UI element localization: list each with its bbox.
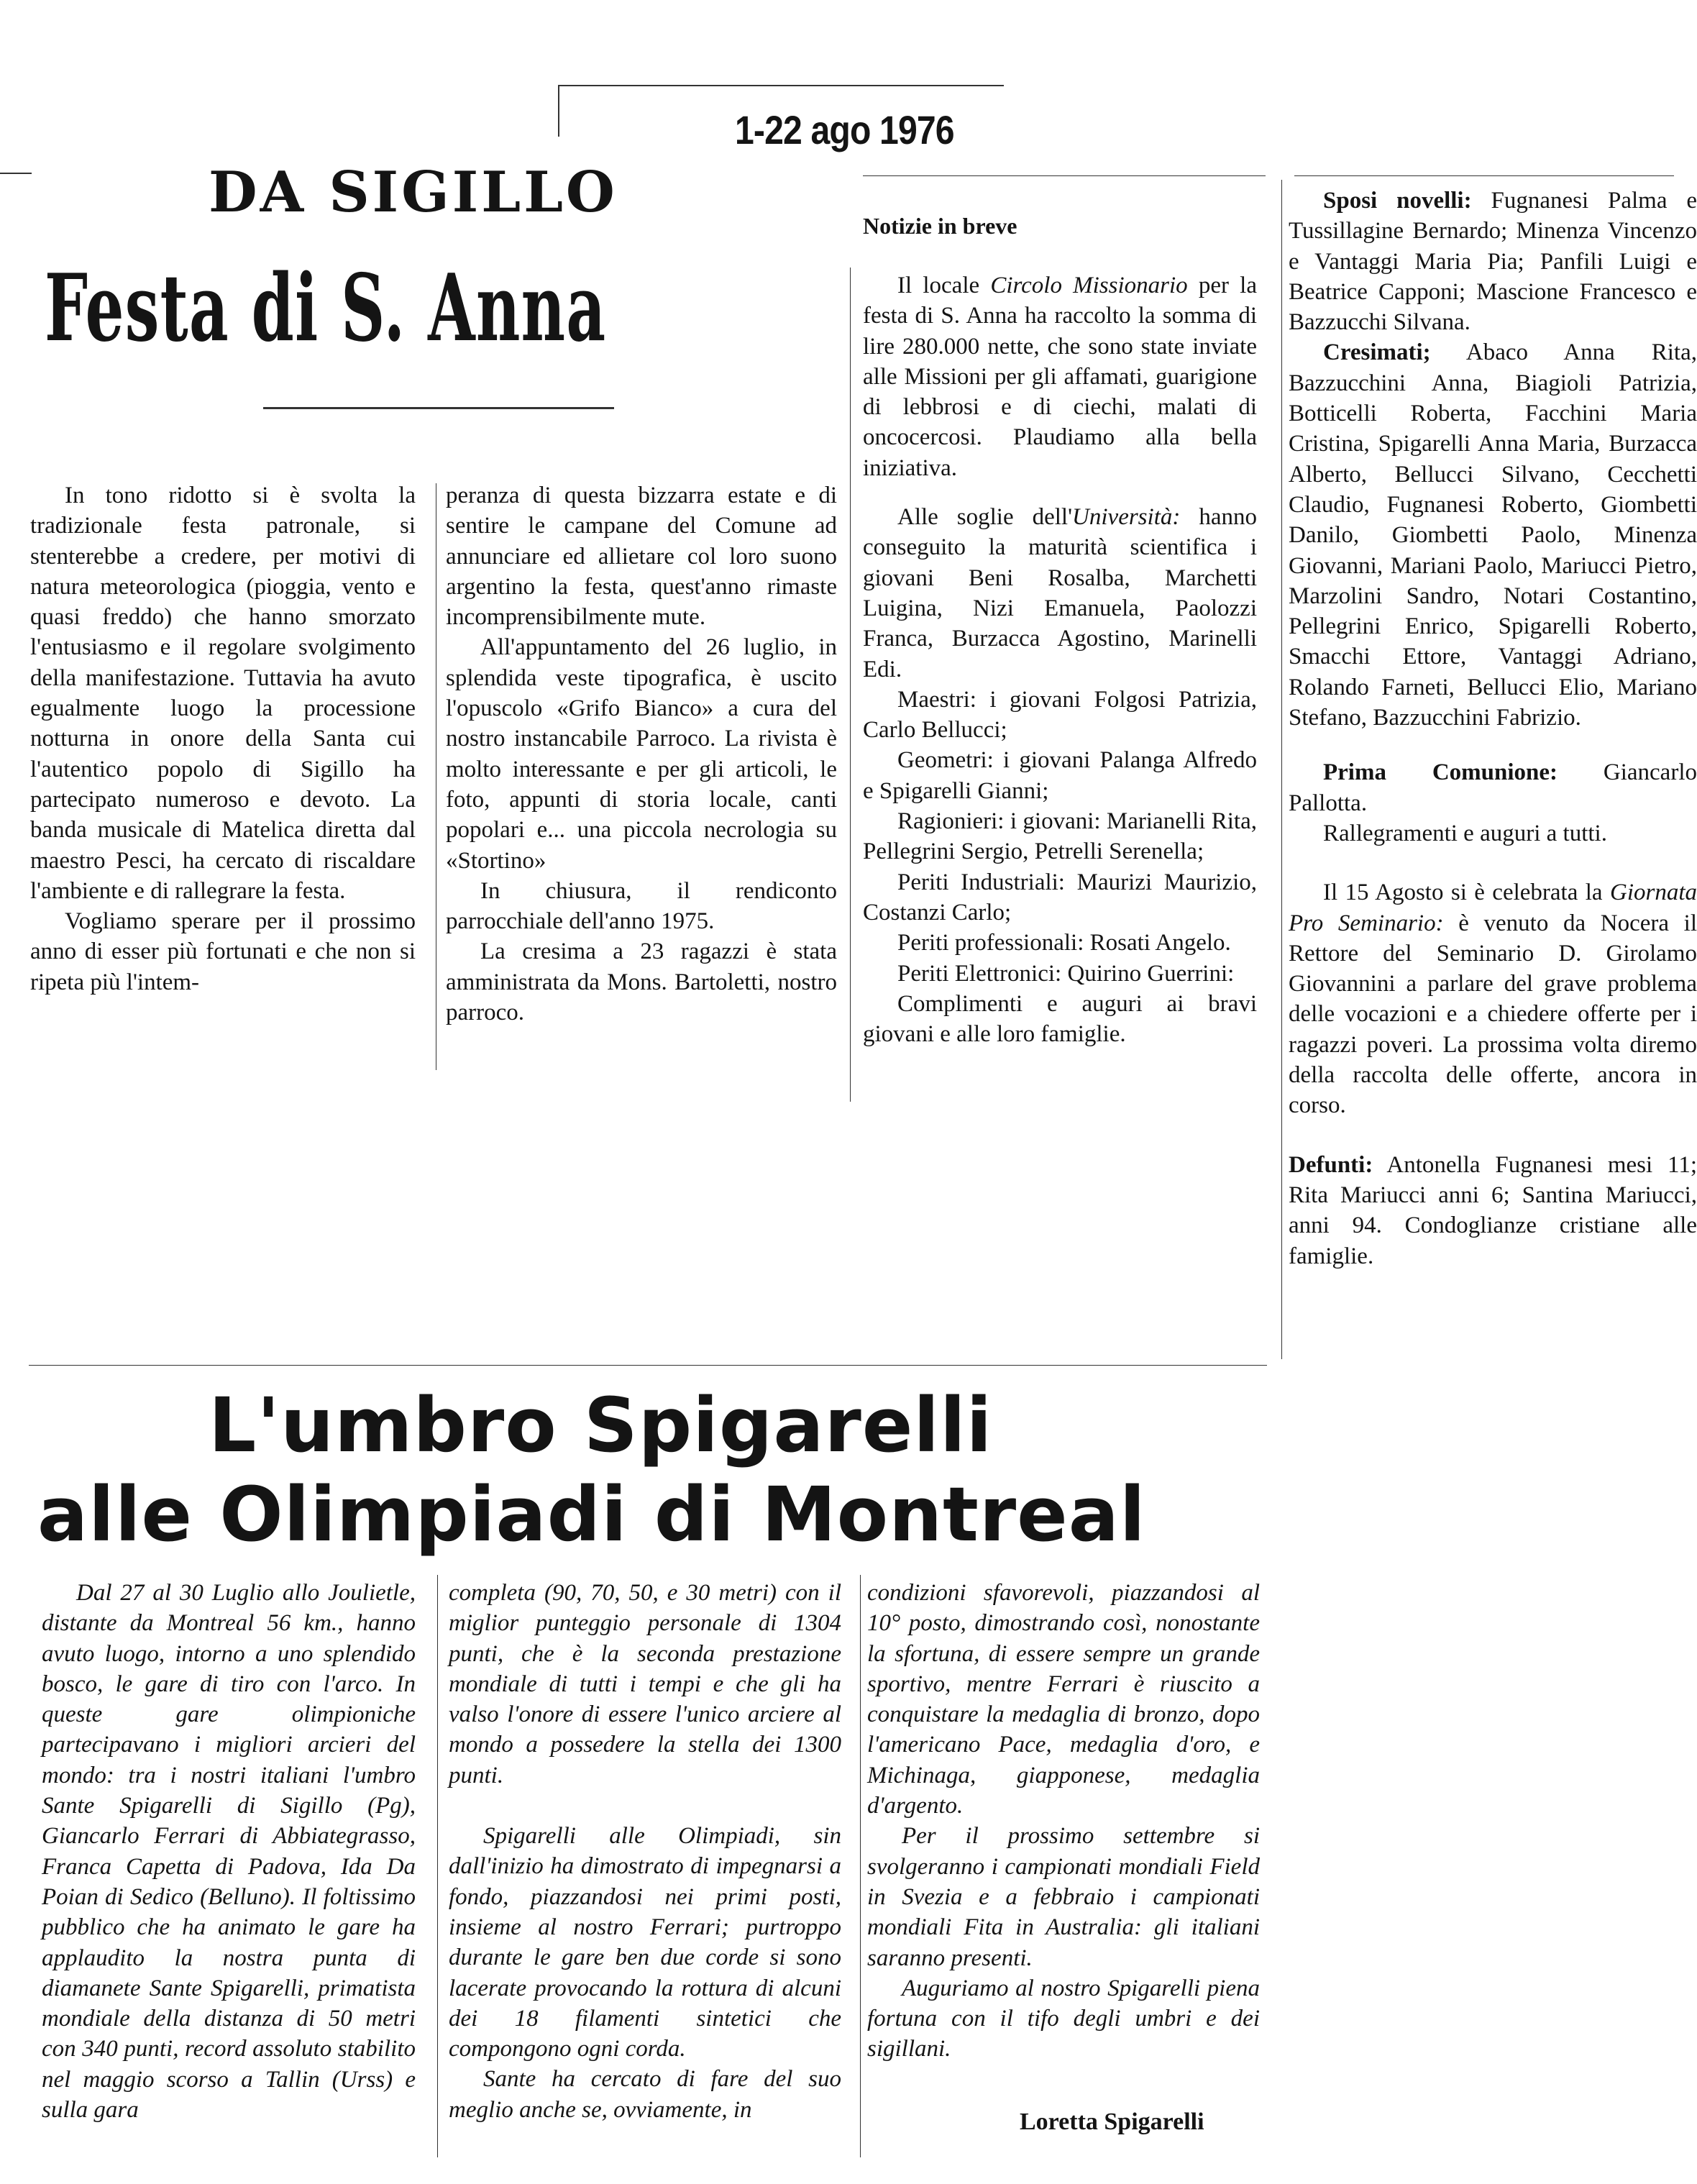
- notizie-text: hanno conseguito la maturità scientifica i giovani Beni Rosalba, Marchetti Luigina, Nizi Emanuela, Paolozzi Franca, Burzacca Agostino, Marinelli Edi.: [863, 504, 1257, 682]
- article1-paragraph: Vogliamo sperare per il prossimo anno di esser più fortunati e che non si ripeta più l'intem-: [30, 908, 416, 995]
- right-column-divider: [1281, 180, 1282, 1359]
- article2-top-rule: [29, 1365, 1267, 1366]
- top-left-rule: [0, 173, 32, 174]
- cresimati-paragraph: [1289, 337, 1697, 733]
- article2-column-divider-2: [860, 1575, 861, 2157]
- notizie-text: Alle soglie dell': [897, 504, 1073, 531]
- notizie-column: [863, 270, 1257, 1049]
- notizie-top-rule: [863, 175, 1266, 176]
- article1-headline: Festa di S. Anna: [45, 255, 607, 362]
- defunti-paragraph: [1289, 1150, 1697, 1271]
- article1-headline-rule: [263, 407, 614, 409]
- article2-paragraph: Spigarelli alle Olimpiadi, sin dall'inizio ha dimostrato di impegnarsi a fondo, piazzandosi nei primi posti, insieme al nostro Ferrari; purtroppo durante le gare ben due corde si sono lacerate provocando la rottura di alcuni dei 18 filamenti sintetici che compongono ogni corda.: [449, 1823, 841, 2062]
- notizie-text-italic: Circolo Missionario: [990, 273, 1188, 298]
- article1-paragraph: In tono ridotto si è svolta la tradizionale festa patronale, si stenterebbe a credere, per motivi di natura meteorologica (pioggia, vento e quasi freddo) che hanno smorzato l'entusiasmo e il regolare svolgimento della manifestazione. Tuttavia ha avuto egualmente luogo la processione notturna in onore della Santa cui l'autentico popolo di Sigillo ha partecipato numeroso e devoto. La banda musicale di Matelica diretta dal maestro Pesci, ha cercato di riscaldare l'ambiente e di rallegrare la festa.: [30, 483, 416, 904]
- article1-paragraph: In chiusura, il rendiconto parrocchiale dell'anno 1975.: [446, 877, 837, 935]
- notizie-item: Geometri: i giovani Palanga Alfredo e Spigarelli Gianni;: [863, 747, 1257, 804]
- comunione-label: Prima Comunione:: [1323, 759, 1558, 786]
- article1-column-1: [30, 480, 416, 997]
- article2-byline: Loretta Spigarelli: [1020, 2108, 1204, 2135]
- defunti-label: Defunti:: [1289, 1151, 1373, 1178]
- notizie-item: Complimenti e auguri ai bravi giovani e alle loro famiglie.: [863, 990, 1257, 1048]
- notizie-column-divider: [850, 268, 851, 1102]
- article1-paragraph: All'appuntamento del 26 luglio, in splendida veste tipografica, è uscito l'opuscolo «Grifo Bianco» a cura del nostro instancabile Parroco. La rivista è molto interessante e per gli articoli, le foto, appunti di storia locale, canti popolari e... una piccola necrologia su «Stortino»: [446, 634, 837, 874]
- article2-paragraph: condizioni sfavorevoli, piazzandosi al 10° posto, dimostrando così, nonostante la sfortuna, di essere sempre un grande sportivo, mentre Ferrari è riuscito a conquistare la medaglia di bronzo, dopo l'americano Pace, medaglia d'oro, e Michinaga, giapponese, medaglia d'argento.: [867, 1580, 1260, 1819]
- comunione-text: Giancarlo Pallotta.: [1289, 759, 1697, 816]
- dateline-rule-vertical: [558, 85, 559, 137]
- sposi-label: Sposi novelli:: [1323, 188, 1472, 214]
- notizie-item: Ragionieri: i giovani: Marianelli Rita, Pellegrini Sergio, Petrelli Serenella;: [863, 808, 1257, 865]
- notizie-item: Periti professionali: Rosati Angelo.: [897, 930, 1231, 956]
- article2-column-2: [449, 1578, 841, 2125]
- article2-column-3: [867, 1578, 1260, 2065]
- notizie-title: Notizie in breve: [863, 213, 1017, 239]
- article2-paragraph: completa (90, 70, 50, e 30 metri) con il miglior punteggio personale di 1304 punti, che è la seconda prestazione mondiale di tutti i tempi e che gli ha valso l'onore di essere l'unico arciere al mondo a possedere la stella dei 1300 punti.: [449, 1580, 841, 1788]
- article1-paragraph: La cresima a 23 ragazzi è stata amministrata da Mons. Bartoletti, nostro parroco.: [446, 938, 837, 1026]
- seminario-text-italic: Giornata Pro Seminario:: [1289, 879, 1697, 936]
- article2-paragraph: Dal 27 al 30 Luglio allo Joulietle, distante da Montreal 56 km., hanno avuto luogo, intorno a uno splendido bosco, le gare di tiro con l'arco. In queste gare olimpioniche partecipavano i migliori arcieri del mondo: tra i nostri italiani l'umbro Sante Spigarelli di Sigillo (Pg), Giancarlo Ferrari di Abbiategrasso, Franca Capetta di Padova, Ida Da Poian di Sedico (Belluno). Il foltissimo pubblico che ha animato le gare ha applaudito la nostra punta di diamanete Sante Spigarelli, primatista mondiale della distanza di 50 metri con 340 punti, record assoluto stabilito nel maggio scorso a Tallin (Urss) e sulla gara: [42, 1580, 416, 2124]
- article2-column-divider-1: [437, 1575, 438, 2157]
- article2-headline-line2: alle Olimpiadi di Montreal: [37, 1471, 1146, 1558]
- cresimati-label: Cresimati;: [1323, 339, 1431, 366]
- seminario-text: è venuto da Nocera il Rettore del Seminario D. Girolamo Giovannini a parlare del grave problema delle vocazioni e a chiedere offerte per i ragazzi poveri. La prossima volta diremo della raccolta delle offerte, ancora in corso.: [1289, 910, 1697, 1119]
- comunione-paragraph: [1289, 757, 1697, 818]
- dateline-rule-horizontal: [558, 85, 1004, 86]
- article1-paragraph: peranza di questa bizzarra estate e di sentire le campane del Comune ad annunciare ed allietare col loro suono argentino la festa, quest'anno rimaste incomprensibilmente mute.: [446, 483, 837, 631]
- rallegramenti-text: Rallegramenti e auguri a tutti.: [1323, 820, 1607, 846]
- notizie-missionario-paragraph: [863, 270, 1257, 483]
- article2-headline-line1: L'umbro Spigarelli: [209, 1381, 993, 1469]
- cresimati-text: Abaco Anna Rita, Bazzucchini Anna, Biagioli Patrizia, Botticelli Roberta, Facchini Maria Cristina, Spigarelli Anna Maria, Burzacca Alberto, Bellucci Silvano, Cecchetti Claudio, Fugnanesi Roberto, Giombetti Danilo, Giombetti Paolo, Minenza Giovanni, Mariani Paolo, Mariucci Pietro, Marzolini Sandro, Notari Costantino, Pellegrini Enrico, Spigarelli Roberto, Smacchi Ettore, Vantaggi Adriano, Rolando Farneti, Bellucci Elio, Mariano Stefano, Bazzucchini Fabrizio.: [1289, 339, 1697, 731]
- notizie-item: Maestri: i giovani Folgosi Patrizia, Carlo Bellucci;: [863, 686, 1257, 744]
- article2-paragraph: Per il prossimo settembre si svolgeranno i campionati mondiali Field in Svezia e a febbraio i campionati mondiali Fita in Australia: gli italiani saranno presenti.: [867, 1823, 1260, 1971]
- notizie-item: Periti Elettronici: Quirino Guerrini:: [897, 960, 1235, 987]
- sposi-text: Fugnanesi Palma e Tussillagine Bernardo; Minenza Vincenzo e Vantaggi Maria Pia; Panfili Luigi e Beatrice Capponi; Mascione Francesco e Bazzucchi Silvana.: [1289, 188, 1697, 336]
- notizie-text: Il locale: [897, 273, 991, 298]
- right-column: [1289, 186, 1697, 1271]
- notizie-text-italic: Università:: [1072, 504, 1181, 531]
- article1-kicker: DA SIGILLO: [209, 160, 618, 225]
- notizie-text: per la festa di S. Anna ha raccolto la somma di lire 280.000 nette, che sono state inviate alle Missioni per gli affamati, guarigione di lebbrosi e di ciechi, malati di oncocercosi. Plaudiamo alla bella iniziativa.: [863, 273, 1257, 481]
- article2-paragraph: Sante ha cercato di fare del suo meglio anche se, ovviamente, in: [449, 2066, 841, 2123]
- article2-column-1: [42, 1578, 416, 2125]
- article1-column-2: [446, 480, 837, 1028]
- seminario-paragraph: [1289, 877, 1697, 1120]
- article2-paragraph: Auguriamo al nostro Spigarelli piena fortuna con il tifo degli umbri e dei sigillani.: [867, 1975, 1260, 2062]
- sposi-paragraph: [1289, 186, 1697, 337]
- right-column-top-rule: [1294, 175, 1674, 176]
- notizie-universita-paragraph: [863, 502, 1257, 685]
- defunti-text: Antonella Fugnanesi mesi 11; Rita Mariucci anni 6; Santina Mariucci, anni 94. Condoglianze cristiane alle famiglie.: [1289, 1151, 1697, 1269]
- seminario-text: Il 15 Agosto si è celebrata la: [1323, 879, 1610, 906]
- notizie-item: Periti Industriali: Maurizi Maurizio, Costanzi Carlo;: [863, 869, 1257, 926]
- dateline: 1-22 ago 1976: [735, 107, 954, 152]
